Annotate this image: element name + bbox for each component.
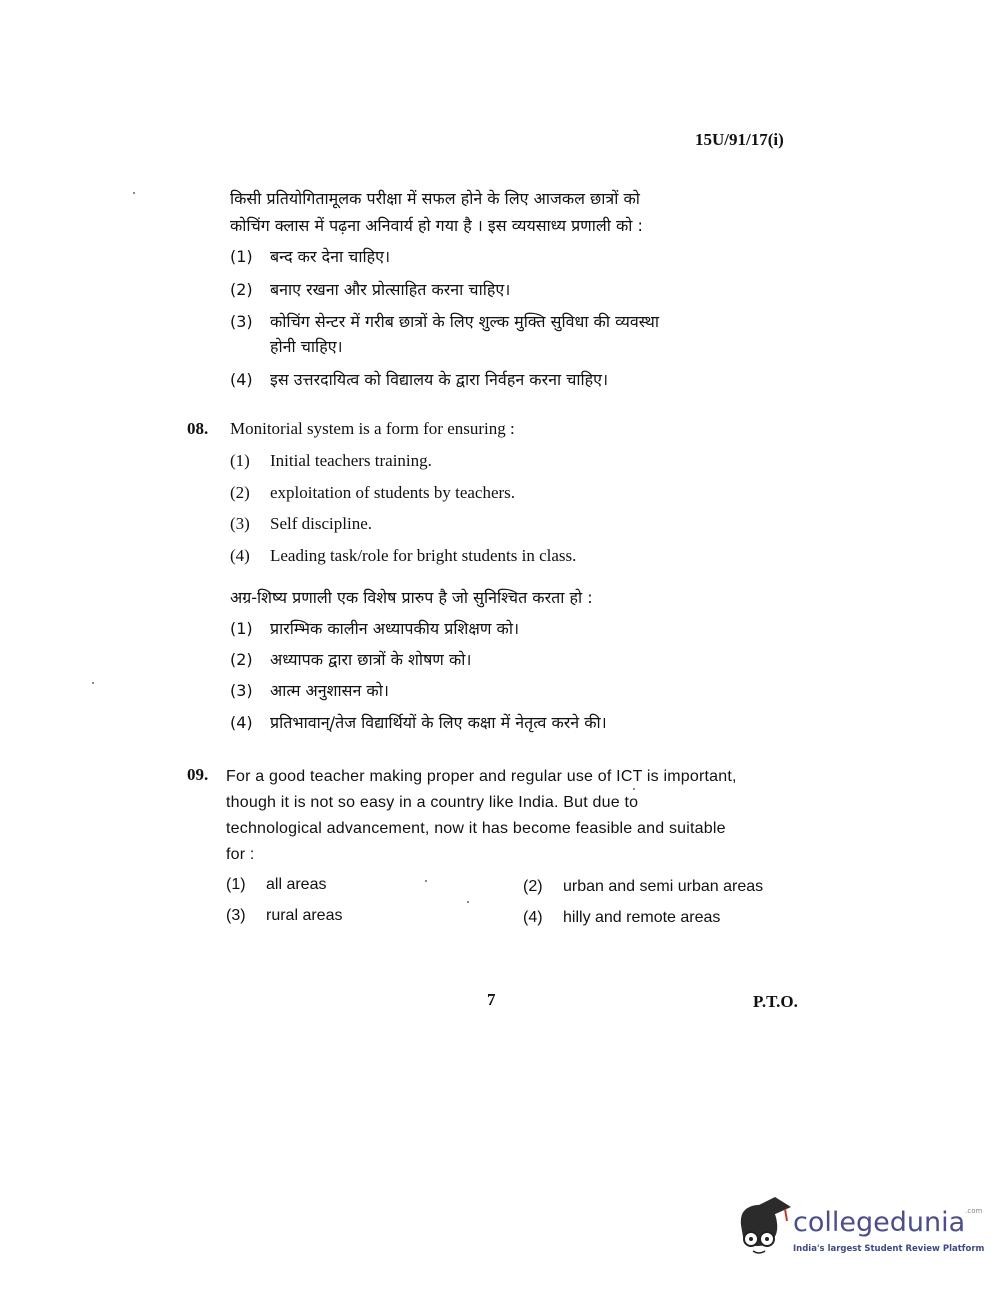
option-number: (1) [230, 451, 250, 470]
q8-hindi-option-2 [230, 648, 471, 672]
q9-option-3 [226, 907, 342, 925]
option-text: rural areas [266, 907, 343, 924]
logo-wordmark [793, 1207, 982, 1238]
q8-hindi-option-3 [230, 679, 389, 703]
q9-option-2 [523, 878, 763, 896]
option-text: आत्म अनुशासन को। [270, 681, 389, 700]
option-text: exploitation of students by teachers. [270, 483, 516, 502]
q8-option-4 [230, 546, 576, 566]
q8-stem: Monitorial system is a form for ensuring : [230, 419, 515, 438]
logo-name: collegedunia [793, 1207, 966, 1238]
scan-speck [92, 682, 94, 684]
q7-hindi-stem-line2: कोचिंग क्लास में पढ़ना अनिवार्य हो गया है । इस व्ययसाध्य प्रणाली को : [230, 216, 643, 235]
scan-speck [633, 788, 635, 790]
q8-option-3 [230, 514, 372, 534]
option-text: urban and semi urban areas [563, 878, 764, 895]
q9-option-4 [523, 909, 720, 927]
option-number: (1) [226, 876, 246, 893]
option-text: प्रतिभावान्/तेज विद्यार्थियों के लिए कक्षा में नेतृत्व करने की। [270, 713, 607, 732]
q9-number: 09. [187, 765, 209, 784]
q7-option-3-continuation: होनी चाहिए। [270, 337, 343, 356]
option-number: (2) [230, 280, 253, 299]
option-text: इस उत्तरदायित्व को विद्यालय के द्वारा निर्वहन करना चाहिए। [270, 370, 609, 389]
logo-suffix: .com [965, 1207, 983, 1215]
option-number: (2) [230, 650, 253, 669]
q9-stem-line2: though it is not so easy in a country like India. But due to [226, 794, 639, 811]
option-number: (1) [230, 247, 253, 266]
q7-option-1 [230, 245, 390, 269]
page-number: 7 [487, 990, 496, 1009]
paper-code: 15U/91/17(i) [695, 130, 784, 149]
q9-stem-line4: for : [226, 846, 255, 863]
option-number: (4) [523, 909, 543, 926]
q7-hindi-stem-line1: किसी प्रतियोगितामूलक परीक्षा में सफल होने के लिए आजकल छात्रों को [230, 189, 640, 208]
mascot-icon [735, 1195, 795, 1265]
q8-option-1 [230, 451, 432, 471]
q8-number: 08. [187, 419, 209, 438]
option-text: बनाए रखना और प्रोत्साहित करना चाहिए। [270, 280, 511, 299]
pto-label: P.T.O. [753, 992, 798, 1011]
q9-stem-line1: For a good teacher making proper and regular use of ICT is important, [226, 768, 737, 785]
option-number: (3) [230, 681, 253, 700]
logo-tagline: India's largest Student Review Platform [793, 1244, 985, 1254]
option-number: (4) [230, 370, 253, 389]
option-number: (2) [523, 878, 543, 895]
option-number: (3) [226, 907, 246, 924]
q9-stem-line3: technological advancement, now it has become feasible and suitable [226, 820, 726, 837]
option-text: प्रारम्भिक कालीन अध्यापकीय प्रशिक्षण को। [270, 619, 520, 638]
q7-option-4 [230, 368, 608, 392]
q9-option-1 [226, 876, 326, 894]
q8-option-2 [230, 483, 515, 503]
q7-option-3 [230, 310, 659, 334]
option-number: (4) [230, 713, 253, 732]
option-text: Self discipline. [270, 514, 372, 533]
option-text: Leading task/role for bright students in class. [270, 546, 577, 565]
option-text: बन्द कर देना चाहिए। [270, 247, 391, 266]
scan-speck [425, 880, 427, 882]
q8-hindi-stem: अग्र-शिष्य प्रणाली एक विशेष प्रारुप है जो सुनिश्चित करता हो : [230, 588, 593, 607]
option-number: (2) [230, 483, 250, 502]
q8-hindi-option-1 [230, 617, 519, 641]
option-number: (1) [230, 619, 253, 638]
option-number: (3) [230, 312, 253, 331]
q8-hindi-option-4 [230, 711, 607, 735]
option-number: (4) [230, 546, 250, 565]
scan-speck [467, 901, 469, 903]
option-number: (3) [230, 514, 250, 533]
option-text: hilly and remote areas [563, 909, 721, 926]
option-text: कोचिंग सेन्टर में गरीब छात्रों के लिए शुल्क मुक्ति सुविधा की व्यवस्था [270, 312, 659, 331]
q7-option-2 [230, 278, 510, 302]
option-text: अध्यापक द्वारा छात्रों के शोषण को। [270, 650, 472, 669]
scan-speck [133, 192, 135, 194]
option-text: Initial teachers training. [270, 451, 432, 470]
option-text: all areas [266, 876, 327, 893]
